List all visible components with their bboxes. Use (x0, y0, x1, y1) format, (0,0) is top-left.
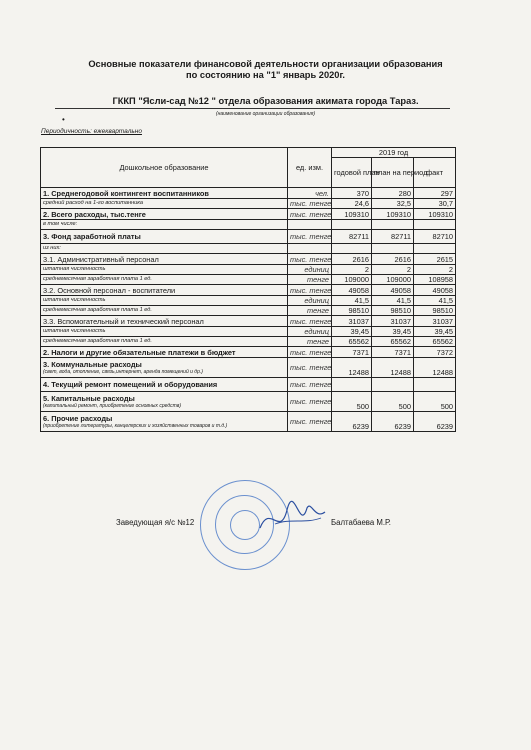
header-unit: ед. изм. (288, 148, 332, 188)
row-label-text: 6. Прочие расходы (43, 414, 113, 423)
row-note: (приобретение литературы, канцелярских и хозяйственных товаров и т.д.) (43, 423, 228, 429)
table-row (41, 209, 456, 220)
table-row (41, 220, 456, 230)
header-education: Дошкольное образование (41, 148, 288, 188)
row-value-v3: 6239 (414, 412, 456, 432)
row-value-v1: 31037 (332, 316, 372, 327)
row-value-v2: 65562 (372, 337, 414, 347)
row-value-v2: 109310 (372, 209, 414, 220)
bullet-mark: • (62, 115, 65, 124)
row-value-v3: 2615 (414, 254, 456, 265)
table-row (41, 188, 456, 199)
row-label (41, 265, 288, 275)
financial-indicators-table (40, 147, 456, 432)
row-value-v1: 65562 (332, 337, 372, 347)
signer-name: Балтабаева М.Р. (331, 518, 391, 527)
row-value-v2: 6239 (372, 412, 414, 432)
table-row (41, 285, 456, 296)
row-value-v2: 49058 (372, 285, 414, 296)
row-label (41, 275, 288, 285)
row-label-text: 3.2. Основной персонал - воспитатели (43, 285, 176, 295)
header-plan-period: план на период (372, 158, 414, 188)
row-label (41, 199, 288, 209)
table-row (41, 230, 456, 244)
row-unit: тыс. тенге (288, 285, 332, 296)
table-row (41, 254, 456, 265)
row-label-text: 3. Фонд заработной платы (43, 232, 141, 241)
row-label-text: 3.1. Административный персонал (43, 254, 159, 264)
row-value-v1: 2616 (332, 254, 372, 265)
row-value-v3: 82710 (414, 230, 456, 244)
row-unit: тыс. тенге (288, 378, 332, 392)
row-label-text: штатная численность (43, 328, 106, 334)
table-row (41, 275, 456, 285)
row-unit: чел. (288, 188, 332, 199)
table-row (41, 378, 456, 392)
row-unit: тенге (288, 306, 332, 316)
row-value-v1: 24,6 (332, 199, 372, 209)
organization-underline (55, 108, 450, 109)
row-label-text: штатная численность (43, 297, 106, 303)
row-unit: тыс. тенге (288, 209, 332, 220)
row-value-v2: 39,45 (372, 327, 414, 337)
report-title-line2: по состоянию на "1" январь 2020г. (186, 70, 345, 80)
row-value-v1: 109000 (332, 275, 372, 285)
table-row (41, 392, 456, 412)
header-fact: факт (414, 158, 456, 188)
row-value-v1: 500 (332, 392, 372, 412)
row-unit: тенге (288, 337, 332, 347)
row-value-v3: 39,45 (414, 327, 456, 337)
row-unit (288, 244, 332, 254)
row-label-text: 2. Всего расходы, тыс.тенге (43, 209, 146, 219)
row-unit: тыс. тенге (288, 199, 332, 209)
row-value-v1: 39,45 (332, 327, 372, 337)
row-value-v3: 31037 (414, 316, 456, 327)
header-plan-annual: годовой план (332, 158, 372, 188)
row-label-text: 1. Среднегодовой контингент воспитанников (43, 188, 209, 198)
row-label (41, 220, 288, 230)
table-row (41, 199, 456, 209)
row-value-v3: 49058 (414, 285, 456, 296)
row-value-v2: 2 (372, 265, 414, 275)
row-value-v1: 41,5 (332, 296, 372, 306)
row-label (41, 306, 288, 316)
table-row (41, 412, 456, 432)
row-label-text: 4. Текущий ремонт помещений и оборудования (43, 380, 218, 389)
row-value-v3: 109310 (414, 209, 456, 220)
row-value-v2: 41,5 (372, 296, 414, 306)
row-value-v2: 2616 (372, 254, 414, 265)
row-label (41, 412, 288, 432)
row-label-text: среднемесячная заработная плата 1 ед. (43, 307, 152, 313)
row-value-v3: 2 (414, 265, 456, 275)
table-row (41, 296, 456, 306)
row-label (41, 392, 288, 412)
row-label (41, 347, 288, 358)
row-unit: тенге (288, 275, 332, 285)
row-value-v3 (414, 244, 456, 254)
row-label-text: штатная численность (43, 266, 106, 272)
row-value-v1: 7371 (332, 347, 372, 358)
row-unit (288, 220, 332, 230)
row-label-text: в том числе: (43, 221, 78, 227)
table-row (41, 265, 456, 275)
row-value-v1 (332, 220, 372, 230)
row-label-text: 3.3. Вспомогательный и технический персонал (43, 316, 204, 326)
table-row (41, 327, 456, 337)
periodicity-label: Периодичность: ежеквартально (41, 128, 142, 135)
row-value-v3 (414, 220, 456, 230)
row-value-v3: 65562 (414, 337, 456, 347)
row-label (41, 378, 288, 392)
row-value-v1 (332, 244, 372, 254)
row-unit: единиц (288, 327, 332, 337)
row-label-text: 2. Налоги и другие обязательные платежи в бюджет (43, 347, 236, 357)
row-value-v1: 49058 (332, 285, 372, 296)
row-value-v2: 98510 (372, 306, 414, 316)
row-value-v3: 41,5 (414, 296, 456, 306)
row-value-v2: 109000 (372, 275, 414, 285)
row-label-text: среднемесячная заработная плата 1 ед. (43, 338, 152, 344)
row-value-v1 (332, 378, 372, 392)
row-value-v2: 12488 (372, 358, 414, 378)
row-label (41, 337, 288, 347)
row-label-text: из них: (43, 245, 61, 251)
row-value-v2: 500 (372, 392, 414, 412)
row-note: (капитальный ремонт, приобретение основных средств) (43, 403, 182, 409)
row-unit: тыс. тенге (288, 254, 332, 265)
table-row (41, 316, 456, 327)
row-value-v3: 12488 (414, 358, 456, 378)
table-row (41, 306, 456, 316)
row-unit: тыс. тенге (288, 316, 332, 327)
row-value-v1: 2 (332, 265, 372, 275)
row-value-v3: 7372 (414, 347, 456, 358)
row-unit: тыс. тенге (288, 347, 332, 358)
row-label (41, 358, 288, 378)
row-value-v2 (372, 244, 414, 254)
row-unit: единиц (288, 296, 332, 306)
row-label (41, 230, 288, 244)
row-value-v1: 370 (332, 188, 372, 199)
row-note: (свет, вода, отопление, связь,интернет, аренда помещений и др.) (43, 369, 203, 375)
row-value-v2: 7371 (372, 347, 414, 358)
row-value-v2 (372, 378, 414, 392)
row-label (41, 244, 288, 254)
row-value-v3: 108958 (414, 275, 456, 285)
row-value-v3 (414, 378, 456, 392)
row-value-v1: 6239 (332, 412, 372, 432)
table-body (41, 188, 456, 432)
row-value-v2: 31037 (372, 316, 414, 327)
row-unit: тыс. тенге (288, 230, 332, 244)
row-value-v1: 98510 (332, 306, 372, 316)
row-label (41, 285, 288, 296)
row-value-v3: 98510 (414, 306, 456, 316)
table-row (41, 347, 456, 358)
row-value-v1: 82711 (332, 230, 372, 244)
row-label (41, 209, 288, 220)
row-value-v2 (372, 220, 414, 230)
row-value-v2: 82711 (372, 230, 414, 244)
row-value-v3: 297 (414, 188, 456, 199)
signer-title: Заведующая я/с №12 (116, 518, 195, 527)
row-label (41, 327, 288, 337)
row-value-v3: 500 (414, 392, 456, 412)
row-label-text: среднемесячная заработная плата 1 ед. (43, 276, 152, 282)
organization-name: ГККП "Ясли-сад №12 " отдела образования акимата города Тараз. (112, 96, 419, 106)
row-label (41, 296, 288, 306)
row-label (41, 254, 288, 265)
report-title-line1: Основные показатели финансовой деятельности организации образования (88, 59, 443, 69)
row-label-text: 3. Коммунальные расходы (43, 360, 142, 369)
table-row (41, 337, 456, 347)
row-unit: тыс. тенге (288, 392, 332, 412)
row-label-text: 5. Капитальные расходы (43, 394, 135, 403)
table-row (41, 244, 456, 254)
row-label-text: средний расход на 1-го воспитанника (43, 200, 143, 206)
signature-mark (255, 498, 330, 543)
row-value-v2: 280 (372, 188, 414, 199)
header-year: 2019 год (332, 148, 456, 158)
row-value-v3: 30,7 (414, 199, 456, 209)
row-unit: тыс. тенге (288, 412, 332, 432)
row-label (41, 188, 288, 199)
organization-note: (наименование организации образования) (215, 111, 316, 117)
row-value-v2: 32,5 (372, 199, 414, 209)
table-row (41, 358, 456, 378)
row-unit: единиц (288, 265, 332, 275)
row-value-v1: 109310 (332, 209, 372, 220)
row-label (41, 316, 288, 327)
row-unit: тыс. тенге (288, 358, 332, 378)
row-value-v1: 12488 (332, 358, 372, 378)
